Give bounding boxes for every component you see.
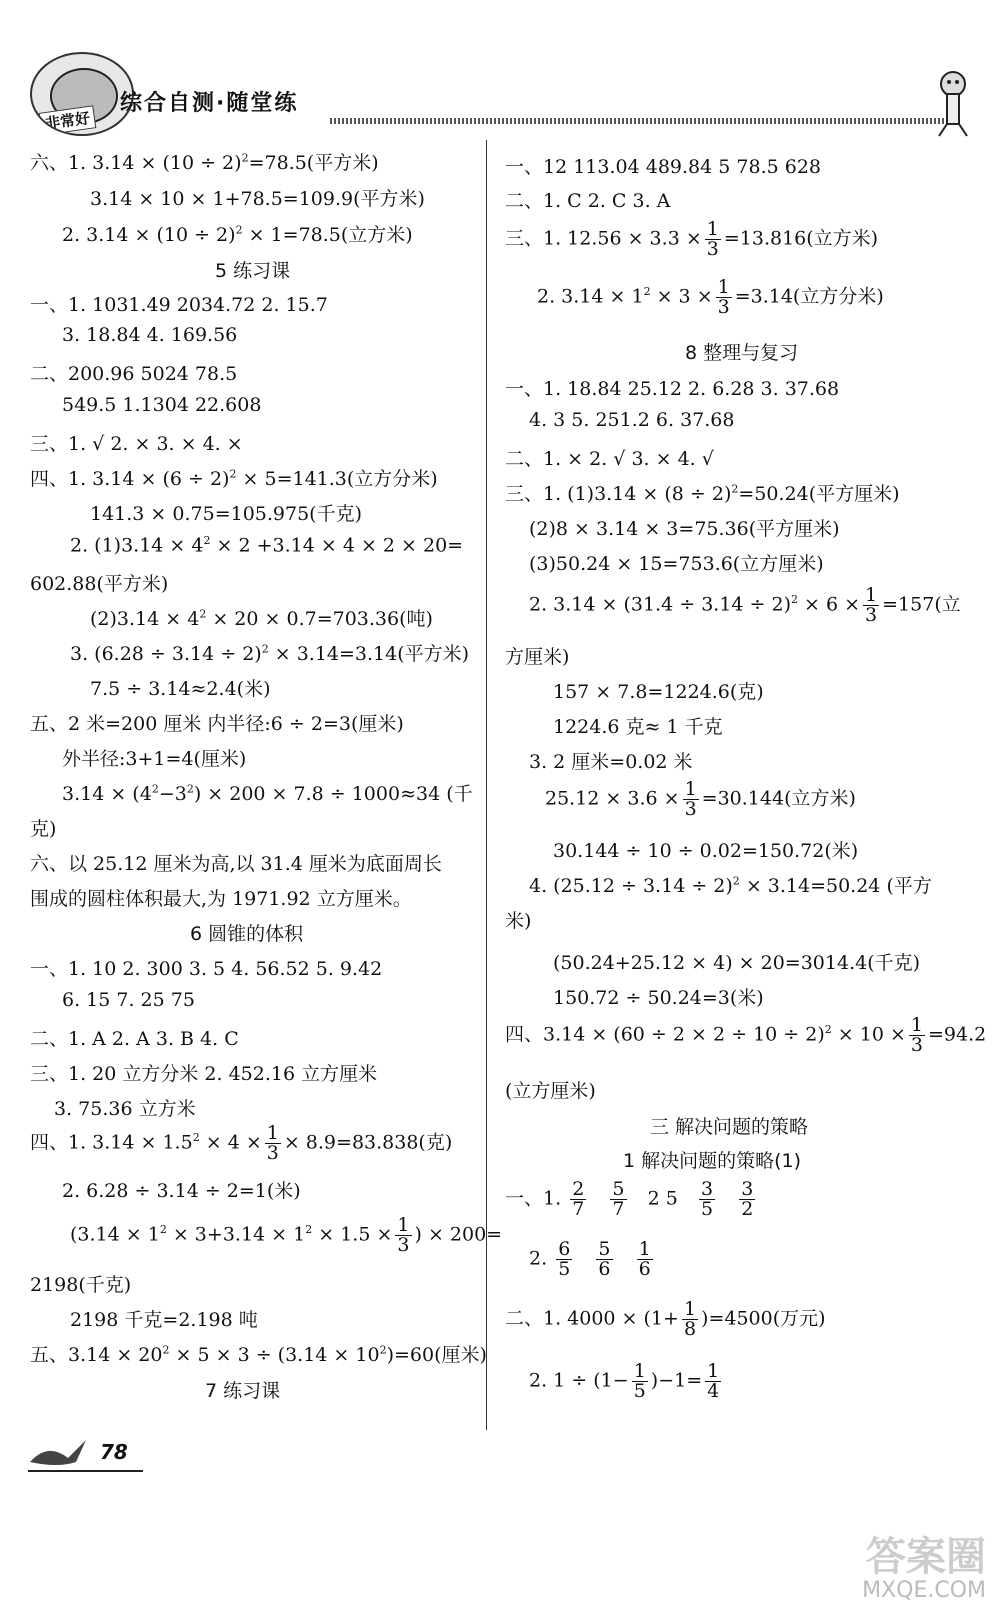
section-title: 1 解决问题的策略(1) xyxy=(623,1150,802,1172)
answer-line: ($3.14 \times 1^2 \times 3+3.14 \times 1^2 \times 1.5$ × $\frac{1}{3}$ ) × 200= xyxy=(70,1214,503,1256)
answer-line: 方厘米) xyxy=(505,646,570,668)
answer-line: 五、$3.14 \times 20^2 \times 5 \times 3 \div (3.14 \times 10^2)=60$(厘米) xyxy=(30,1343,487,1366)
fraction: $\frac{1}{3}$ xyxy=(910,1014,923,1056)
answer-line: 米) xyxy=(505,910,532,932)
watermark-url: MXQE.COM xyxy=(862,1578,986,1603)
answer-line: 6. 15 7. 25 75 xyxy=(62,989,195,1011)
answer-line: 三、1. 12.56 × 3.3 × $\frac{1}{3}$ =13.816(立方米) xyxy=(505,218,879,260)
watermark xyxy=(862,1535,986,1603)
answer-line: 克) xyxy=(30,818,57,840)
fraction: $\frac{1}{3}$ xyxy=(266,1122,279,1164)
fraction: $\frac{5}{6}$ xyxy=(598,1238,611,1280)
answer-line: (3)50.24 × 15=753.6(立方厘米) xyxy=(529,553,824,575)
answer-line: 三、1. $(1)3.14 \times (8 \div 2)^2=50.24$(平方厘米) xyxy=(505,482,900,505)
answer-line: 外半径:3+1=4(厘米) xyxy=(62,748,247,770)
answer-line: 3. 75.36 立方米 xyxy=(54,1098,196,1120)
fraction: $\frac{1}{8}$ xyxy=(683,1298,697,1340)
header-title: 综合自测·随堂练 xyxy=(120,91,299,116)
answer-line: 602.88(平方米) xyxy=(30,573,169,595)
section-title: 8 整理与复习 xyxy=(685,342,799,364)
answer-line: 围成的圆柱体积最大,为 1971.92 立方厘米。 xyxy=(30,888,412,910)
fraction: $\frac{1}{5}$ xyxy=(633,1360,646,1402)
answer-line: 4. 3 5. 251.2 6. 37.68 xyxy=(529,409,735,431)
answer-line: 六、1. $3.14 \times (10 \div 2)^2=78.5$(平方米) xyxy=(30,151,379,174)
answer-line: 四、1. $3.14 \times 1.5^2 \times 4$ × $\frac{1}{3}$ × 8.9=83.838(克) xyxy=(30,1122,453,1164)
answer-line: 150.72 ÷ 50.24=3(米) xyxy=(553,987,764,1009)
fraction: $\frac{1}{3}$ xyxy=(717,276,730,318)
answer-line: 3. $(6.28 \div 3.14 \div 2)^2 \times 3.14=3.14$(平方米) xyxy=(70,642,470,665)
answer-line: 7.5 ÷ 3.14≈2.4(米) xyxy=(90,678,271,700)
answer-line: 一、12 113.04 489.84 5 78.5 628 xyxy=(505,156,821,178)
answer-line: 2. 6.28 ÷ 3.14 ÷ 2=1(米) xyxy=(62,1180,301,1202)
answer-line: 3. 18.84 4. 169.56 xyxy=(62,324,238,346)
answer-line: 1224.6 克≈ 1 千克 xyxy=(553,716,723,738)
page-number-underline xyxy=(28,1470,143,1472)
watermark-title: 答案圈 xyxy=(866,1534,986,1580)
fraction: $\frac{6}{5}$ xyxy=(558,1238,571,1280)
answer-line: 3. 2 厘米=0.02 米 xyxy=(529,751,693,773)
header-dotted-line xyxy=(330,118,955,124)
answer-line: 二、1. C 2. C 3. A xyxy=(505,190,671,212)
answer-line: 4. $(25.12 \div 3.14 \div 2)^2 \times 3.14=50.24$ (平方 xyxy=(529,874,932,897)
answer-line: 一、1. 18.84 25.12 2. 6.28 3. 37.68 xyxy=(505,378,840,400)
answer-line: 一、1. 1031.49 2034.72 2. 15.7 xyxy=(30,294,328,316)
fraction: $\frac{3}{2}$ xyxy=(741,1178,754,1220)
answer-line: (50.24+25.12 × 4) × 20=3014.4(千克) xyxy=(553,952,921,974)
section-title: 6 圆锥的体积 xyxy=(190,923,304,945)
section-title: 7 练习课 xyxy=(205,1380,281,1402)
fraction: $\frac{2}{7}$ xyxy=(572,1178,585,1220)
answer-line: (2)8 × 3.14 × 3=75.36(平方厘米) xyxy=(529,518,840,540)
fraction: $\frac{1}{4}$ xyxy=(707,1360,720,1402)
pencil-mascot-icon xyxy=(935,70,971,140)
answer-line: 2198(千克) xyxy=(30,1274,132,1296)
answer-line: $(2)3.14 \times 4^2 \times 20 \times 0.7=703.36$(吨) xyxy=(90,607,433,630)
answer-line: 3.14 × 10 × 1+78.5=109.9(平方米) xyxy=(90,188,425,210)
answer-line: 157 × 7.8=1224.6(克) xyxy=(553,681,764,703)
bird-decoration-icon xyxy=(28,1432,88,1468)
answer-line: $3.14 \times (4^2-3^2) \times 200 \times 7.8 \div 1000\approx 34$ (千 xyxy=(62,782,473,805)
answer-line: 二、1. 4000 × (1+ $\frac{1}{8}$ )=4500(万元) xyxy=(505,1298,826,1340)
answer-line: 2. $3.14 \times (10 \div 2)^2 \times 1=78.5$(立方米) xyxy=(62,223,413,246)
answer-line: 四、$3.14 \times (60 \div 2 \times 2 \div 10 \div 2)^2 \times 10$ × $\frac{1}{3}$ =94.2 xyxy=(505,1014,987,1056)
answer-line: 2198 千克=2.198 吨 xyxy=(70,1309,258,1331)
answer-line: 三、1. √ 2. × 3. × 4. × xyxy=(30,433,243,455)
section-title: 5 练习课 xyxy=(215,260,291,282)
answer-line: 二、1. × 2. √ 3. × 4. √ xyxy=(505,448,714,470)
answer-line: 六、以 25.12 厘米为高,以 31.4 厘米为底面周长 xyxy=(30,853,442,875)
chapter-title: 三 解决问题的策略 xyxy=(650,1116,809,1138)
fraction: $\frac{1}{3}$ xyxy=(706,218,719,260)
answer-line: 三、1. 20 立方分米 2. 452.16 立方厘米 xyxy=(30,1063,378,1085)
answer-line: 25.12 × 3.6 × $\frac{1}{3}$ =30.144(立方米) xyxy=(545,778,856,820)
logo-text: 非常好 xyxy=(39,105,97,135)
answer-line: 141.3 × 0.75=105.975(千克) xyxy=(90,503,363,525)
answer-line: 二、200.96 5024 78.5 xyxy=(30,363,238,385)
answer-line: 2. $3.14 \times (31.4 \div 3.14 \div 2)^2 \times 6$ × $\frac{1}{3}$ =157(立 xyxy=(529,584,961,626)
answer-line: 二、1. A 2. A 3. B 4. C xyxy=(30,1028,239,1050)
fraction: $\frac{1}{3}$ xyxy=(397,1214,410,1256)
answer-line: 2. $\frac{6}{5}$ $\frac{5}{6}$ $\frac{1}{6}$ xyxy=(529,1238,651,1280)
answer-line: 五、2 米=200 厘米 内半径:6 ÷ 2=3(厘米) xyxy=(30,713,404,735)
answer-line: 2. $3.14 \times 1^2 \times 3$ × $\frac{1}{3}$ =3.14(立方分米) xyxy=(537,276,884,318)
fraction: $\frac{1}{3}$ xyxy=(684,778,697,820)
fraction: $\frac{1}{6}$ xyxy=(638,1238,651,1280)
fraction: $\frac{1}{3}$ xyxy=(865,584,878,626)
answer-line: 30.144 ÷ 10 ÷ 0.02=150.72(米) xyxy=(553,840,859,862)
answer-line: 一、1. 10 2. 300 3. 5 4. 56.52 5. 9.42 xyxy=(30,958,383,980)
answer-line: 549.5 1.1304 22.608 xyxy=(62,394,262,416)
mascot-logo xyxy=(30,52,134,136)
answer-line: 一、1. $\frac{2}{7}$ $\frac{5}{7}$ 2 5 $\frac{3}{5}$ $\frac{3}{2}$ xyxy=(505,1178,754,1220)
answer-line: 2. 1 ÷ (1− $\frac{1}{5}$ )−1= $\frac{1}{4}$ xyxy=(529,1360,720,1402)
page-header xyxy=(20,40,975,135)
page-number: 78 xyxy=(100,1440,128,1464)
fraction: $\frac{5}{7}$ xyxy=(612,1178,625,1220)
fraction: $\frac{3}{5}$ xyxy=(700,1178,714,1220)
answer-line: (立方厘米) xyxy=(505,1080,596,1102)
answer-line: 2. $(1)3.14 \times 4^2 \times 2 +3.14 \times 4 \times 2 \times 20=$ xyxy=(70,534,464,557)
answer-line: 四、1. $3.14 \times (6 \div 2)^2 \times 5=141.3$(立方分米) xyxy=(30,467,438,490)
